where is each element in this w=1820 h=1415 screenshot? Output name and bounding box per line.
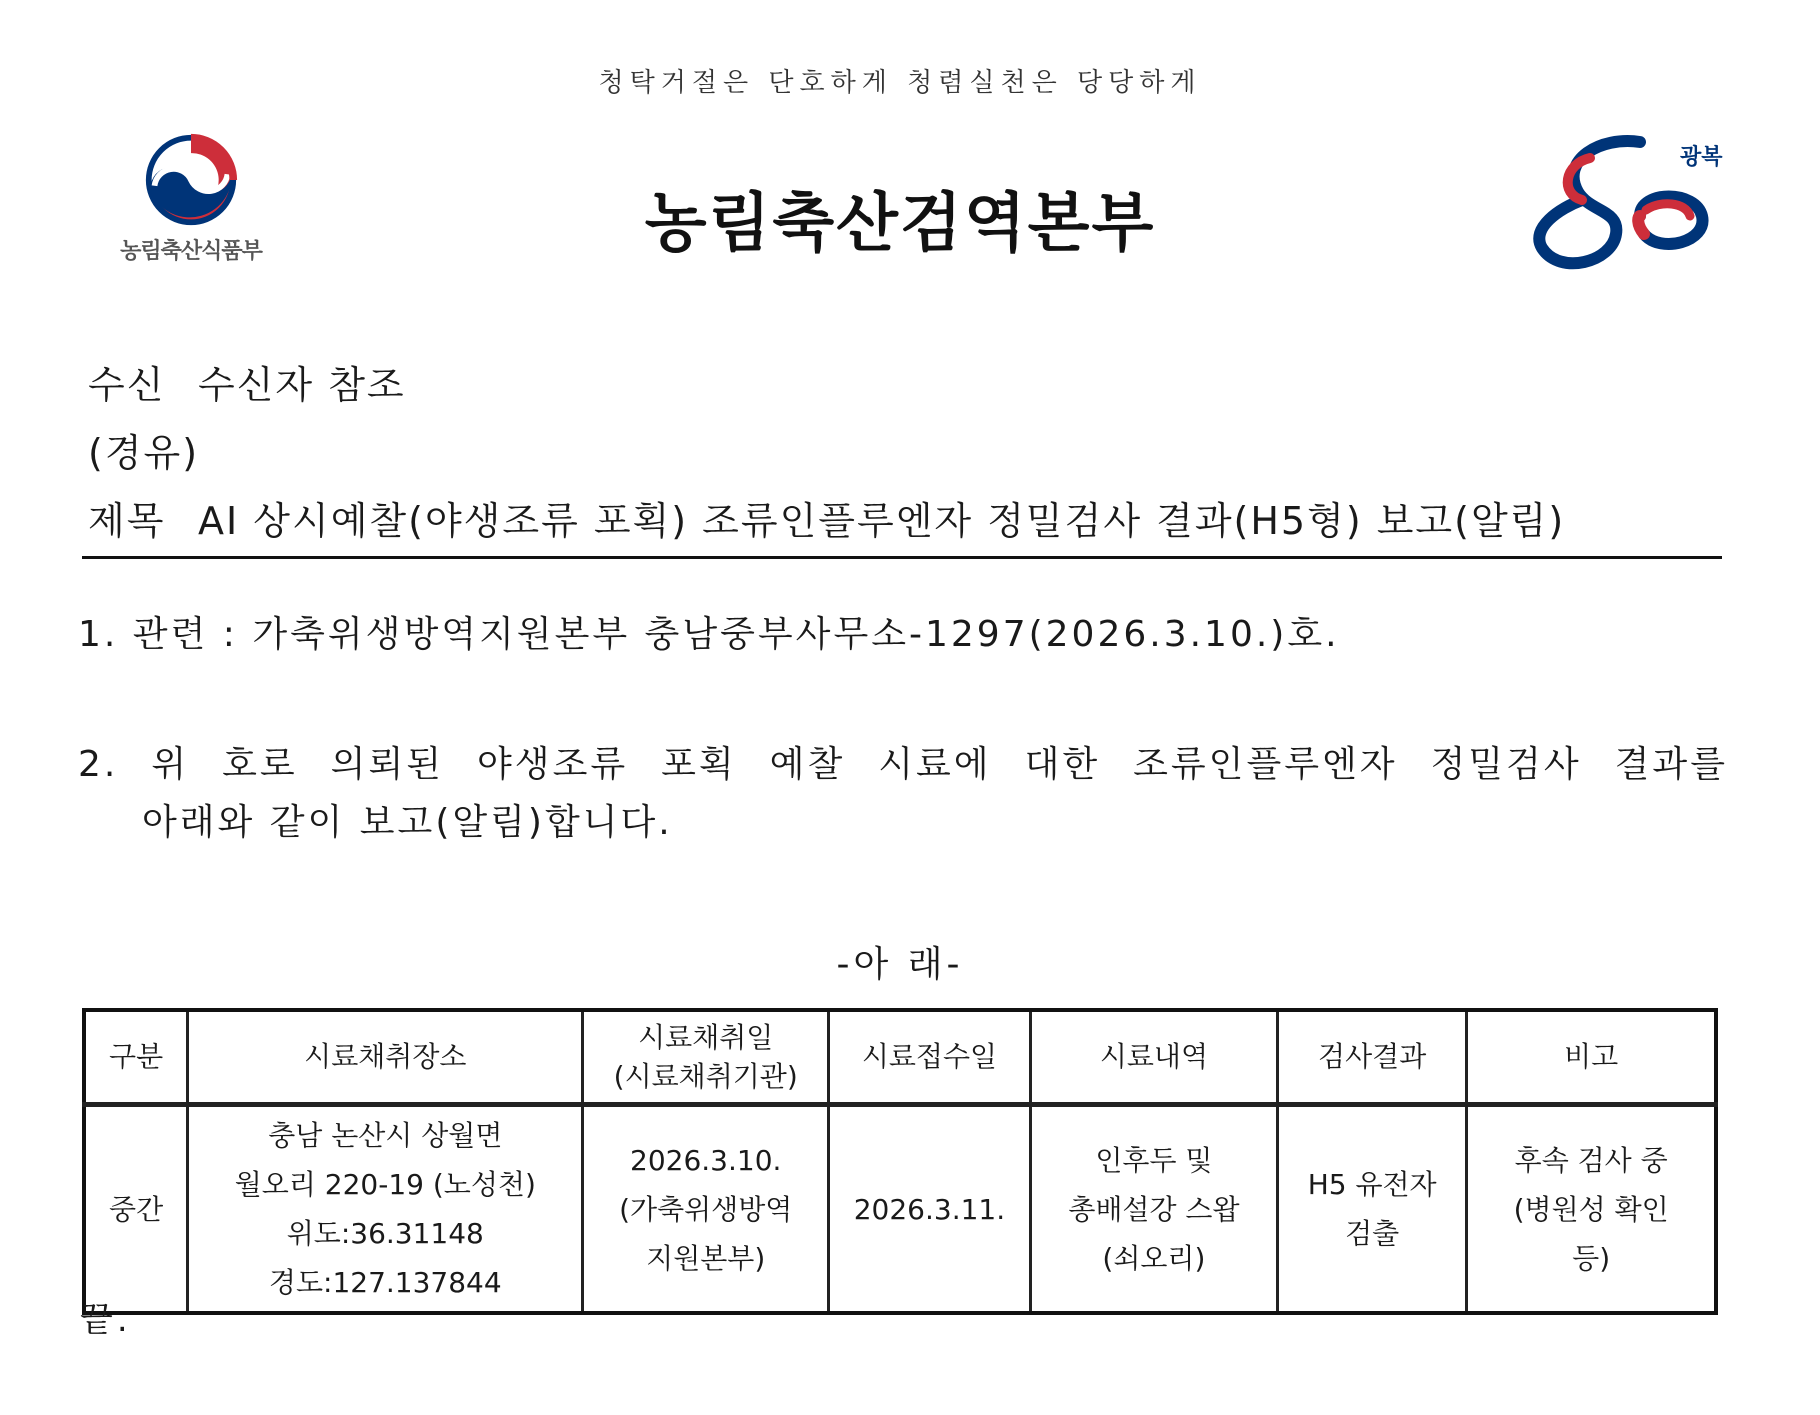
location-longitude: 경도:127.137844 — [268, 1266, 502, 1299]
collect-org-line2: 지원본부) — [646, 1241, 766, 1275]
header-sample: 시료내역 — [1030, 1010, 1277, 1105]
result-line2: 검출 — [1345, 1217, 1400, 1250]
remark-line1: 후속 검사 중 — [1514, 1143, 1668, 1177]
cell-collect-date — [583, 1105, 829, 1314]
location-address-line1: 충남 논산시 상월면 — [268, 1119, 503, 1152]
cell-category: 중간 — [84, 1105, 188, 1314]
cell-location — [188, 1105, 583, 1314]
recipient-row — [88, 363, 1565, 434]
cell-sample — [1030, 1105, 1277, 1314]
result-line1: H5 유전자 — [1307, 1168, 1437, 1201]
subject-label: 제목 — [88, 499, 166, 543]
report-item-line2: 아래와 같이 보고(알림)합니다. — [142, 801, 673, 843]
reference-item: 1. 관련 : 가축위생방역지원본부 충남중부사무소-1297(2026.3.10.)호. — [78, 614, 1340, 655]
cell-receipt-date: 2026.3.11. — [829, 1105, 1031, 1314]
recipient-value: 수신자 참조 — [198, 363, 406, 407]
report-item-line1: 2. 위 호로 의뢰된 야생조류 포획 예찰 시료에 대한 조류인플루엔자 정밀검사 결과를 — [78, 744, 1728, 785]
header-receipt-date: 시료접수일 — [829, 1010, 1031, 1105]
header-remark: 비고 — [1467, 1010, 1716, 1105]
header-divider — [82, 556, 1722, 559]
document-header — [88, 363, 1566, 570]
header-collect-date-label: 시료채취일 — [638, 1020, 774, 1054]
header-category: 구분 — [84, 1010, 188, 1105]
remark-line3: 등) — [1572, 1241, 1611, 1275]
subject-row — [88, 499, 1566, 570]
cell-result — [1277, 1105, 1466, 1314]
header-collect-org-label: (시료채취기관) — [613, 1060, 798, 1093]
report-item — [78, 736, 1728, 851]
location-latitude: 위도:36.31148 — [286, 1217, 484, 1250]
section-title: -아 래- — [836, 944, 964, 985]
remark-line2: (병원성 확인 — [1513, 1192, 1669, 1226]
collect-org-line1: (가축위생방역 — [619, 1192, 793, 1226]
via-row — [88, 431, 1565, 502]
sample-line3: (쇠오리) — [1102, 1241, 1206, 1275]
collect-date: 2026.3.10. — [630, 1143, 782, 1177]
header-collect-date — [583, 1010, 829, 1105]
end-mark: 끝. — [80, 1300, 132, 1340]
location-address-line2: 월오리 220-19 (노성천) — [234, 1168, 536, 1201]
liberation-label: 광복 — [1680, 145, 1723, 170]
integrity-slogan: 청탁거절은 단호하게 청렴실천은 당당하게 — [598, 68, 1202, 98]
subject-value: AI 상시예찰(야생조류 포획) 조류인플루엔자 정밀검사 결과(H5형) 보고(알림) — [198, 499, 1566, 543]
table-header-row — [84, 1010, 1716, 1105]
via-label: (경유) — [88, 431, 200, 475]
liberation-80th-emblem-icon — [1520, 130, 1730, 290]
header-result: 검사결과 — [1277, 1010, 1466, 1105]
sample-line2: 총배설강 스왑 — [1068, 1192, 1240, 1226]
test-result-table — [82, 1008, 1718, 1315]
table-row — [84, 1105, 1716, 1314]
sample-line1: 인후두 및 — [1095, 1143, 1213, 1177]
ministry-name: 농림축산식품부 — [120, 239, 262, 264]
organization-title: 농림축산검역본부 — [644, 187, 1156, 261]
liberation-80th-logo — [1520, 130, 1730, 290]
cell-remark — [1467, 1105, 1716, 1314]
header-location: 시료채취장소 — [188, 1010, 583, 1105]
recipient-label: 수신 — [88, 363, 166, 407]
